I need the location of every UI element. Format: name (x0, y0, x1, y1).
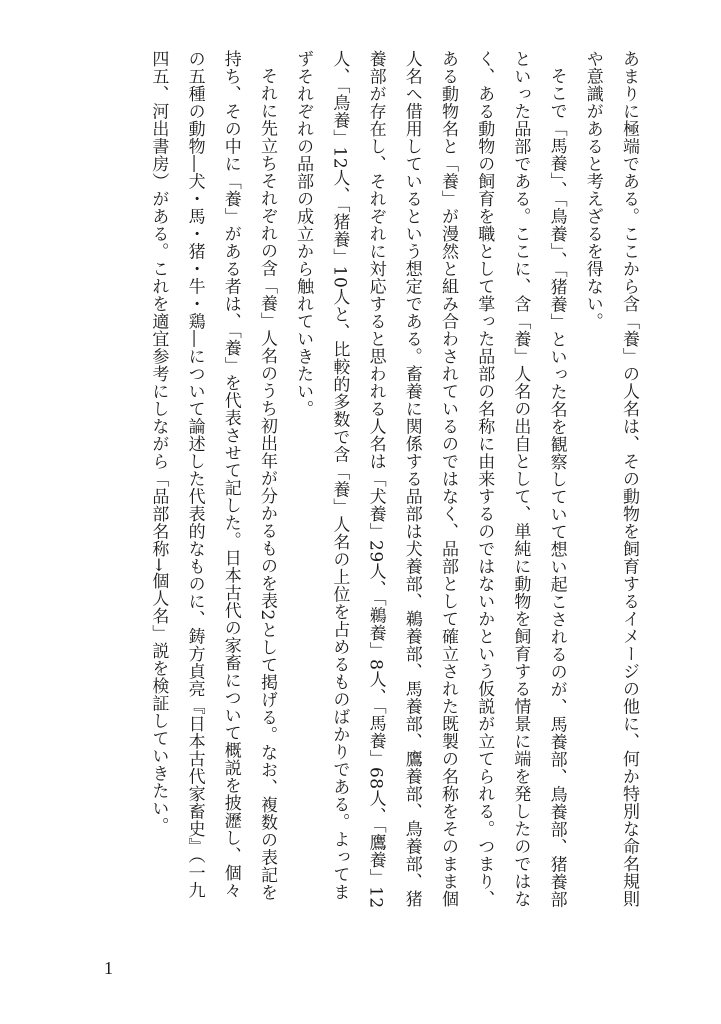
body-text (140, 50, 647, 910)
paragraph-3: それに先立ちそれぞれの含「養」人名のうち初出年が分かるものを表2として掲げる。なお、複数の表記を持ち、その中に「養」がある者は、「養」を代表させて記した。日本古代の家畜について概説を披瀝し、個々の五種の動物―犬・馬・猪・牛・鶏―について論述した代表的なものに、鋳方貞亮『日本古代家畜史』（一九四五、河出書房）がある。これを適宜参考にしながら「品部名称→個人名」説を検証していきたい。 (148, 50, 277, 901)
paragraph-1: あまりに極端である。ここから含「養」の人名は、その動物を飼育するイメージの他に、何か特別な命名規則や意識があると考えざるを得ない。 (582, 50, 639, 908)
paragraph-2: そこで「馬養」、「鳥養」、「猪養」といった名を観察していて想い起こされるのが、馬養部、鳥養部、猪養部といった品部である。ここに、含「養」人名の出自として、単純に動物を飼育する情景に端を発したのではなく、ある動物の飼育を職として掌った品部の名称に由来するのではないかという仮説が立てられる。つまり、ある動物名と「養」が漫然と組み合わされているのではなく、品部として確立された既製の名称をそのまま個人名へ借用しているという想定である。畜養に関係する品部は犬養部、鵜養部、馬養部、鷹養部、鳥養部、猪養部が存在し、それぞれに対応すると思われる人名は「犬養」29人、「鵜養」8人、「馬養」68人、「鷹養」12人、「鳥養」12人、「猪養」10人と、比較的多数で含「養」人名の上位を占めるものばかりである。よってまずそれぞれの品部の成立から触れていきたい。 (293, 50, 567, 909)
page-number: 1 (104, 958, 113, 978)
